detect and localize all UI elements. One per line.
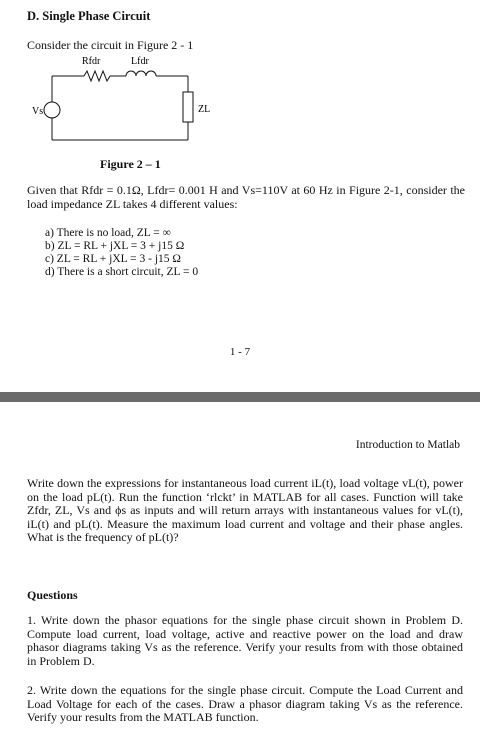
case-item: b) ZL = RL + jXL = 3 + j15 Ω [45, 240, 185, 252]
question-item: 1. Write down the phasor equations for the single phase circuit shown in Problem D. Compute load current, load voltage, active and reactive power on the load and draw phasor diagrams taking Vs as the reference. Verify your results from with those obtained in Problem D. [27, 613, 463, 668]
load-impedance-box [183, 92, 193, 122]
page-separator [0, 392, 480, 402]
inductor-label: Lfdr [131, 56, 149, 67]
running-header: Introduction to Matlab [355, 439, 460, 451]
inductor-symbol [126, 71, 156, 76]
case-item: a) There is no load, ZL = ∞ [45, 227, 171, 239]
case-item: c) ZL = RL + jXL = 3 - j15 Ω [45, 253, 181, 265]
page-number: 1 - 7 [229, 346, 251, 358]
section-heading: D. Single Phase Circuit [27, 9, 151, 23]
question-item: 2. Write down the equations for the single phase circuit. Compute the Load Current and Load Voltage for each of the cases. Draw a phasor diagram taking Vs as the reference. Verify your results from the MATLAB function. [27, 683, 463, 724]
circuit-diagram [28, 54, 218, 154]
case-list [45, 227, 198, 279]
document-page-2 [0, 402, 480, 756]
questions-heading: Questions [27, 588, 78, 602]
source-label: Vs [32, 106, 44, 117]
instructions-paragraph: Write down the expressions for instantaneous load current iL(t), load voltage vL(t), power on the load pL(t). Run the function ‘rlckt’ in MATLAB for all cases. Function will take Zfdr, ZL, Vs and ϕs as inputs and will return arrays with instantaneous values for vL(t), iL(t) and pL(t). Measure the maximum load current and voltage and their phase angles. What is the frequency of pL(t)? [27, 476, 463, 544]
intro-text: Consider the circuit in Figure 2 - 1 [27, 38, 194, 52]
case-item: d) There is a short circuit, ZL = 0 [45, 266, 199, 278]
resistor-symbol [84, 71, 110, 81]
given-paragraph: Given that Rfdr = 0.1Ω, Lfdr= 0.001 H and Vs=110V at 60 Hz in Figure 2-1, consider the load impedance ZL takes 4 different values: [27, 183, 465, 211]
resistor-label: Rfdr [82, 56, 101, 67]
load-label: ZL [198, 104, 211, 115]
voltage-source-symbol [44, 102, 60, 118]
figure-caption: Figure 2 – 1 [100, 157, 161, 171]
